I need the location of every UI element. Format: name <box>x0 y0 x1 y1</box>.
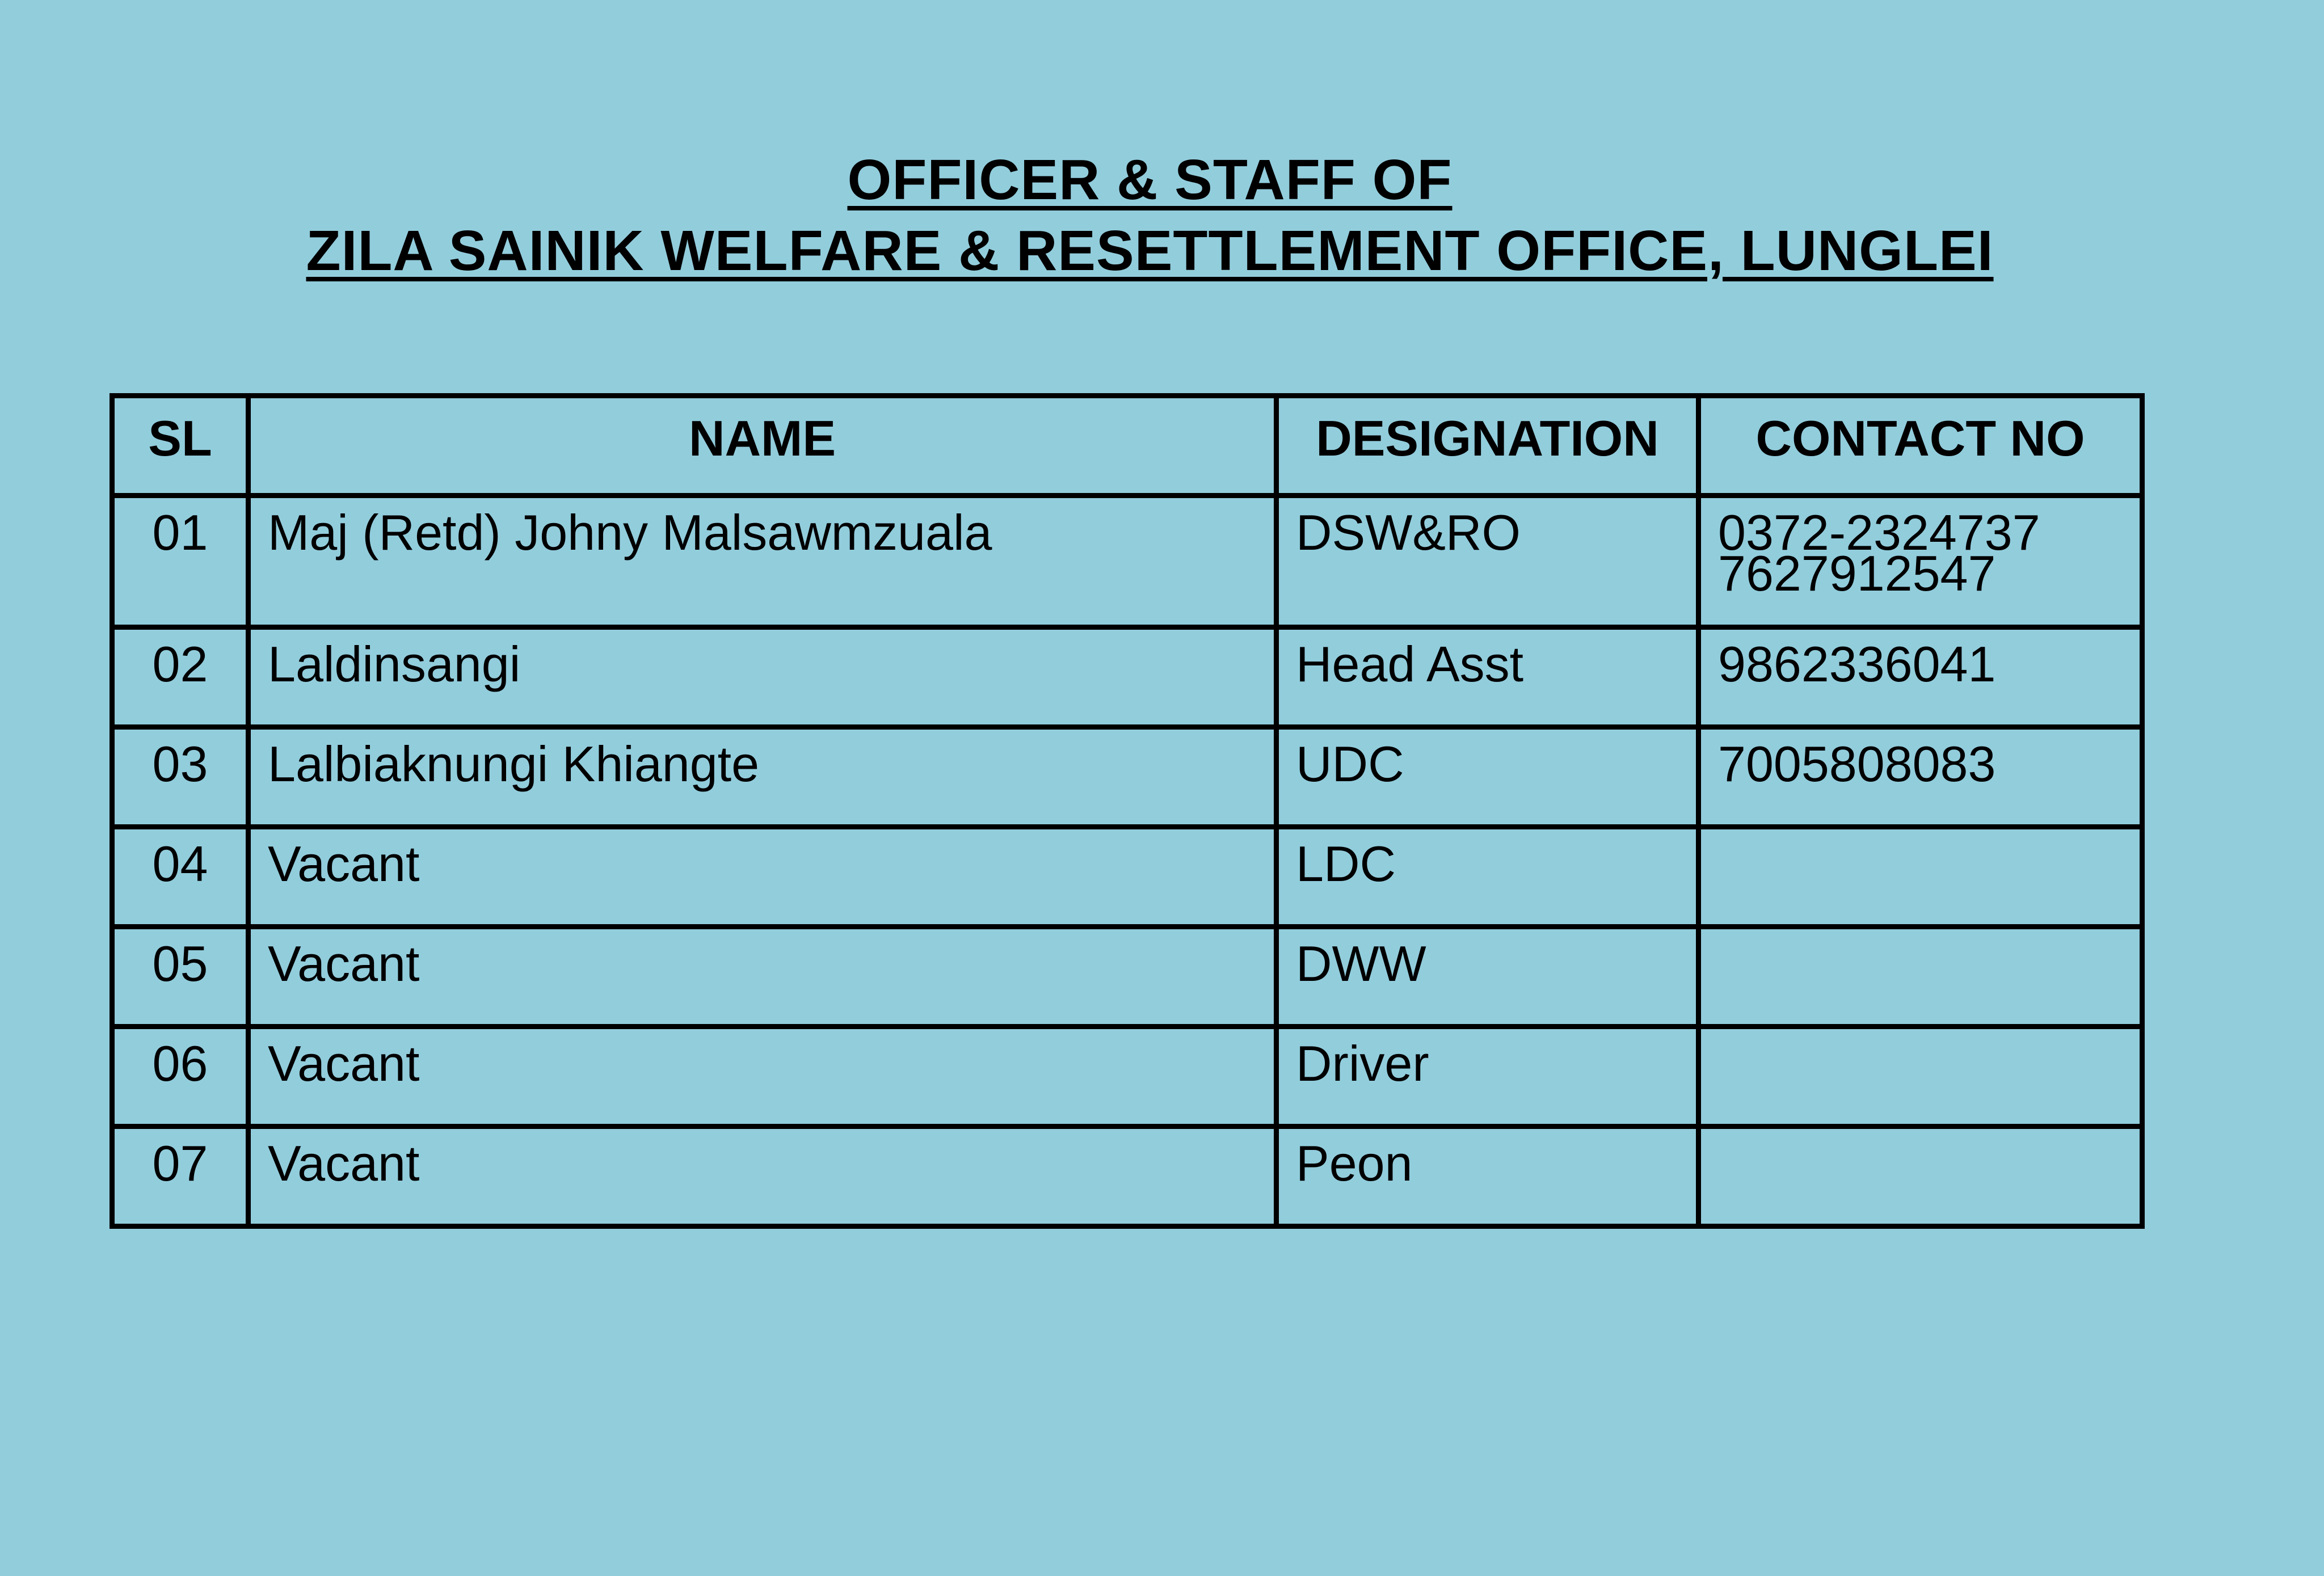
column-header-sl: SL <box>112 396 249 496</box>
name-cell: Maj (Retd) Johny Malsawmzuala <box>249 496 1277 627</box>
title-line-2: ZILA SAINIK WELFARE & RESETTLEMENT OFFICE, LUNGLEI <box>306 219 1994 283</box>
page-title <box>0 145 2300 286</box>
table-row <box>112 1127 2142 1227</box>
designation-cell: DSW&RO <box>1277 496 1699 627</box>
name-cell: Vacant <box>249 827 1277 927</box>
sl-cell: 02 <box>112 627 249 727</box>
table-row <box>112 727 2142 827</box>
sl-cell: 01 <box>112 496 249 627</box>
contact-cell <box>1699 1027 2142 1127</box>
contact-cell <box>1699 827 2142 927</box>
name-cell: Lalbiaknungi Khiangte <box>249 727 1277 827</box>
designation-cell: Driver <box>1277 1027 1699 1127</box>
table-row <box>112 496 2142 627</box>
contact-number: 9862336041 <box>1718 636 1996 692</box>
contact-number: 0372-2324737 <box>1718 504 2040 561</box>
title-line-1: OFFICER & STAFF OF <box>847 148 1452 212</box>
contact-cell <box>1699 496 2142 627</box>
table-row <box>112 827 2142 927</box>
table-header-row <box>112 396 2142 496</box>
sl-cell: 04 <box>112 827 249 927</box>
designation-cell: Head Asst <box>1277 627 1699 727</box>
sl-cell: 06 <box>112 1027 249 1127</box>
staff-table <box>110 393 2145 1229</box>
table-row <box>112 627 2142 727</box>
name-cell: Vacant <box>249 1027 1277 1127</box>
contact-cell <box>1699 927 2142 1027</box>
sl-cell: 03 <box>112 727 249 827</box>
designation-cell: UDC <box>1277 727 1699 827</box>
sl-cell: 07 <box>112 1127 249 1227</box>
column-header-name: NAME <box>249 396 1277 496</box>
contact-cell <box>1699 1127 2142 1227</box>
designation-cell: Peon <box>1277 1127 1699 1227</box>
contact-cell <box>1699 627 2142 727</box>
table-row <box>112 927 2142 1027</box>
designation-cell: DWW <box>1277 927 1699 1027</box>
designation-cell: LDC <box>1277 827 1699 927</box>
name-cell: Vacant <box>249 927 1277 1027</box>
contact-number: 7627912547 <box>1718 545 1996 601</box>
table-row <box>112 1027 2142 1127</box>
column-header-contact: CONTACT NO <box>1699 396 2142 496</box>
column-header-designation: DESIGNATION <box>1277 396 1699 496</box>
name-cell: Vacant <box>249 1127 1277 1227</box>
contact-cell <box>1699 727 2142 827</box>
name-cell: Laldinsangi <box>249 627 1277 727</box>
contact-number: 7005808083 <box>1718 736 1996 792</box>
sl-cell: 05 <box>112 927 249 1027</box>
